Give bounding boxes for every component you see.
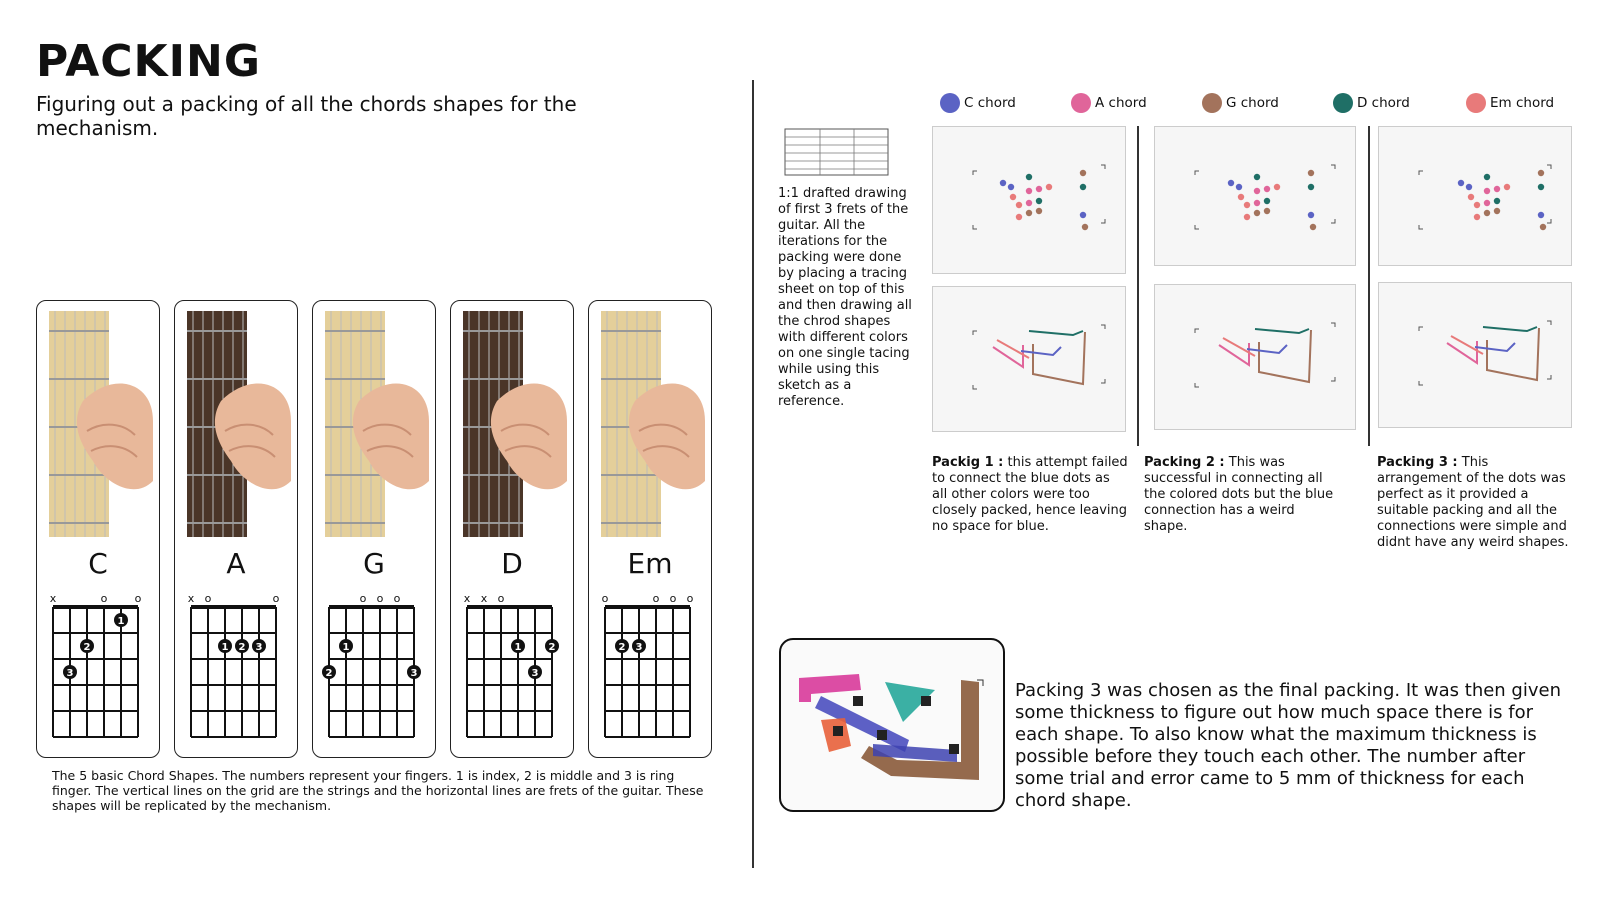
chord-name-g: G: [363, 547, 385, 580]
chord-dot: [1254, 174, 1260, 180]
packing-2-caption: [1144, 455, 1340, 535]
legend-item: [1466, 92, 1554, 114]
packing-3-text: This arrangement of the dots was perfect as it provided a suitable packing and all the connections were simple and didnt have any weird shapes.: [1377, 455, 1569, 550]
packing-3-label: Packing 3 :: [1377, 455, 1458, 470]
chord-dot: [1468, 194, 1474, 200]
chord-dot: [1254, 188, 1260, 194]
chord-diagram-d: [459, 591, 563, 741]
chord-dot: [1264, 198, 1270, 204]
center-divider: [752, 80, 754, 868]
chord-dot: [1080, 212, 1086, 218]
connection-line: [1255, 329, 1309, 333]
chord-dot: [1080, 170, 1086, 176]
page-subtitle: Figuring out a packing of all the chords shapes for the mechanism.: [36, 92, 577, 140]
finger-number: 2: [238, 642, 246, 653]
chord-name-a: A: [226, 547, 246, 580]
legend-label: A chord: [1095, 95, 1147, 111]
chord-dot: [1264, 208, 1270, 214]
chord-photo-em: [595, 311, 705, 537]
chord-photo-d: [457, 311, 567, 537]
chord-dot: [1046, 184, 1052, 190]
connection-line: [993, 345, 1023, 367]
chord-dot: [1484, 188, 1490, 194]
connection-line: [1219, 343, 1249, 365]
chord-photo-c: [43, 311, 153, 537]
packing-1-connections-sheet: [932, 286, 1126, 432]
legend-item: [1071, 92, 1147, 114]
connection-line: [997, 340, 1029, 358]
chord-dot: [1484, 200, 1490, 206]
chord-dot: [1036, 208, 1042, 214]
final-packing-image: [779, 638, 1005, 812]
finger-number: 2: [618, 642, 626, 653]
chord-card-g: [312, 300, 436, 758]
finger-number: 3: [255, 642, 263, 653]
packing-divider-1: [1137, 126, 1139, 446]
chord-dot: [1244, 202, 1250, 208]
string-marker: o: [100, 592, 108, 605]
string-marker: x: [49, 592, 57, 605]
chord-dot: [1026, 174, 1032, 180]
connection-line: [1033, 332, 1085, 384]
chord-dot: [1036, 186, 1042, 192]
legend-swatch: [940, 93, 960, 113]
chord-dot: [1474, 214, 1480, 220]
packing-3-caption: [1377, 455, 1573, 551]
chord-dot: [1010, 194, 1016, 200]
sketch-caption: 1:1 drafted drawing of first 3 frets of the guitar. All the iterations for the packing were done by placing a tracing sheet on top of this and then drawing all the chrod shapes with different colors on one single tacing while using this sketch as a reference.: [778, 186, 912, 409]
chord-dot: [1008, 184, 1014, 190]
packing-1-label: Packig 1 :: [932, 455, 1004, 470]
connection-line: [1021, 347, 1061, 355]
chord-diagram-c: [45, 591, 149, 741]
packing-2-connections-sheet: [1154, 284, 1356, 430]
finger-number: 1: [117, 616, 125, 627]
chord-dot: [1016, 214, 1022, 220]
chord-dot: [1310, 224, 1316, 230]
finger-number: 3: [66, 668, 74, 679]
legend-swatch: [1333, 93, 1353, 113]
chord-dot: [1264, 186, 1270, 192]
string-marker: o: [134, 592, 142, 605]
connection-line: [1029, 331, 1083, 335]
chord-dot: [1494, 198, 1500, 204]
legend-label: G chord: [1226, 95, 1279, 111]
chord-dot: [1494, 208, 1500, 214]
chord-dot: [1026, 188, 1032, 194]
string-marker: x: [480, 592, 488, 605]
string-marker: o: [686, 592, 694, 605]
chord-dot: [1484, 174, 1490, 180]
connection-line: [1483, 327, 1537, 331]
chord-dot: [1082, 224, 1088, 230]
finger-number: 3: [531, 668, 539, 679]
chord-dot: [1274, 184, 1280, 190]
chord-diagram-g: [321, 591, 425, 741]
chord-dot: [1538, 170, 1544, 176]
chord-dot: [1538, 212, 1544, 218]
connection-line: [1475, 343, 1515, 351]
chord-dot: [1484, 210, 1490, 216]
string-marker: o: [601, 592, 609, 605]
legend-swatch: [1202, 93, 1222, 113]
chord-dot: [1308, 212, 1314, 218]
chord-photo-a: [181, 311, 291, 537]
packing-2-text: This was successful in connecting all the colored dots but the blue connection has a weird shape.: [1144, 455, 1334, 534]
finger-number: 2: [548, 642, 556, 653]
chord-card-a: [174, 300, 298, 758]
chord-dot: [1236, 184, 1242, 190]
chord-diagram-a: [183, 591, 287, 741]
string-marker: x: [187, 592, 195, 605]
packing-1-dots-sheet: [932, 126, 1126, 274]
packing-1-caption: [932, 455, 1128, 535]
chord-name-c: C: [88, 547, 108, 580]
packing-3-dots-sheet: [1378, 126, 1572, 266]
string-marker: o: [497, 592, 505, 605]
final-packing-text: Packing 3 was chosen as the final packing. It was then given some thickness to figure out how much space there is for each shape. To also know what the maximum thickness is possible before they touch each other. The number after some trial and error came to 5 mm of thickness for each chord shape.: [1015, 680, 1561, 811]
connection-line: [1247, 345, 1287, 353]
finger-number: 1: [342, 642, 350, 653]
chord-dot: [1494, 186, 1500, 192]
chord-card-c: [36, 300, 160, 758]
chord-dot: [1474, 202, 1480, 208]
legend-item: [940, 92, 1016, 114]
string-marker: o: [204, 592, 212, 605]
chord-dot: [1026, 210, 1032, 216]
chord-dot: [1244, 214, 1250, 220]
chord-dot: [1026, 200, 1032, 206]
chord-dot: [1458, 180, 1464, 186]
legend-item: [1202, 92, 1279, 114]
chord-dot: [1254, 200, 1260, 206]
finger-number: 1: [514, 642, 522, 653]
finger-number: 3: [410, 668, 418, 679]
connection-line: [1259, 330, 1311, 382]
legend-label: C chord: [964, 95, 1016, 111]
legend-label: Em chord: [1490, 95, 1555, 111]
chord-dot: [1308, 170, 1314, 176]
chord-diagram-em: [597, 591, 701, 741]
legend-swatch: [1071, 93, 1091, 113]
string-marker: x: [463, 592, 471, 605]
packing-2-dots-sheet: [1154, 126, 1356, 266]
chord-card-d: [450, 300, 574, 758]
legend-swatch: [1466, 93, 1486, 113]
chord-dot: [1466, 184, 1472, 190]
packing-divider-2: [1368, 126, 1370, 446]
finger-number: 2: [83, 642, 91, 653]
chord-name-em: Em: [627, 547, 673, 580]
chord-dot: [1538, 184, 1544, 190]
string-marker: o: [359, 592, 367, 605]
string-marker: o: [376, 592, 384, 605]
chord-dot: [1228, 180, 1234, 186]
chord-photo-g: [319, 311, 429, 537]
packing-2-label: Packing 2 :: [1144, 455, 1225, 470]
legend-label: D chord: [1357, 95, 1410, 111]
chord-name-d: D: [501, 547, 523, 580]
chord-dot: [1504, 184, 1510, 190]
connection-line: [1223, 338, 1255, 356]
finger-number: 3: [635, 642, 643, 653]
chord-card-em: [588, 300, 712, 758]
fret-sketch-thumbnail: [784, 128, 890, 178]
connection-line: [1487, 328, 1539, 380]
string-marker: o: [669, 592, 677, 605]
page-title: PACKING: [36, 36, 261, 87]
string-marker: o: [272, 592, 280, 605]
chord-dot: [1080, 184, 1086, 190]
chord-dot: [1540, 224, 1546, 230]
chord-dot: [1238, 194, 1244, 200]
string-marker: o: [652, 592, 660, 605]
chord-dot: [1016, 202, 1022, 208]
chord-dot: [1036, 198, 1042, 204]
chord-dot: [1308, 184, 1314, 190]
connection-line: [1451, 336, 1483, 354]
chord-dot: [1000, 180, 1006, 186]
finger-number: 1: [221, 642, 229, 653]
chord-caption: The 5 basic Chord Shapes. The numbers represent your fingers. 1 is index, 2 is middle and 3 is ring finger. The vertical lines on the grid are the strings and the horizontal lines are frets of the guitar. These shapes will be replicated by the mechanism.: [52, 768, 704, 813]
packing-1-text: this attempt failed to connect the blue dots as all other colors were too closely packed, hence leaving no space for blue.: [932, 455, 1128, 534]
finger-number: 2: [325, 668, 333, 679]
chord-dot: [1254, 210, 1260, 216]
connection-line: [1447, 341, 1477, 363]
legend-item: [1333, 92, 1410, 114]
string-marker: o: [393, 592, 401, 605]
packing-3-connections-sheet: [1378, 282, 1572, 428]
